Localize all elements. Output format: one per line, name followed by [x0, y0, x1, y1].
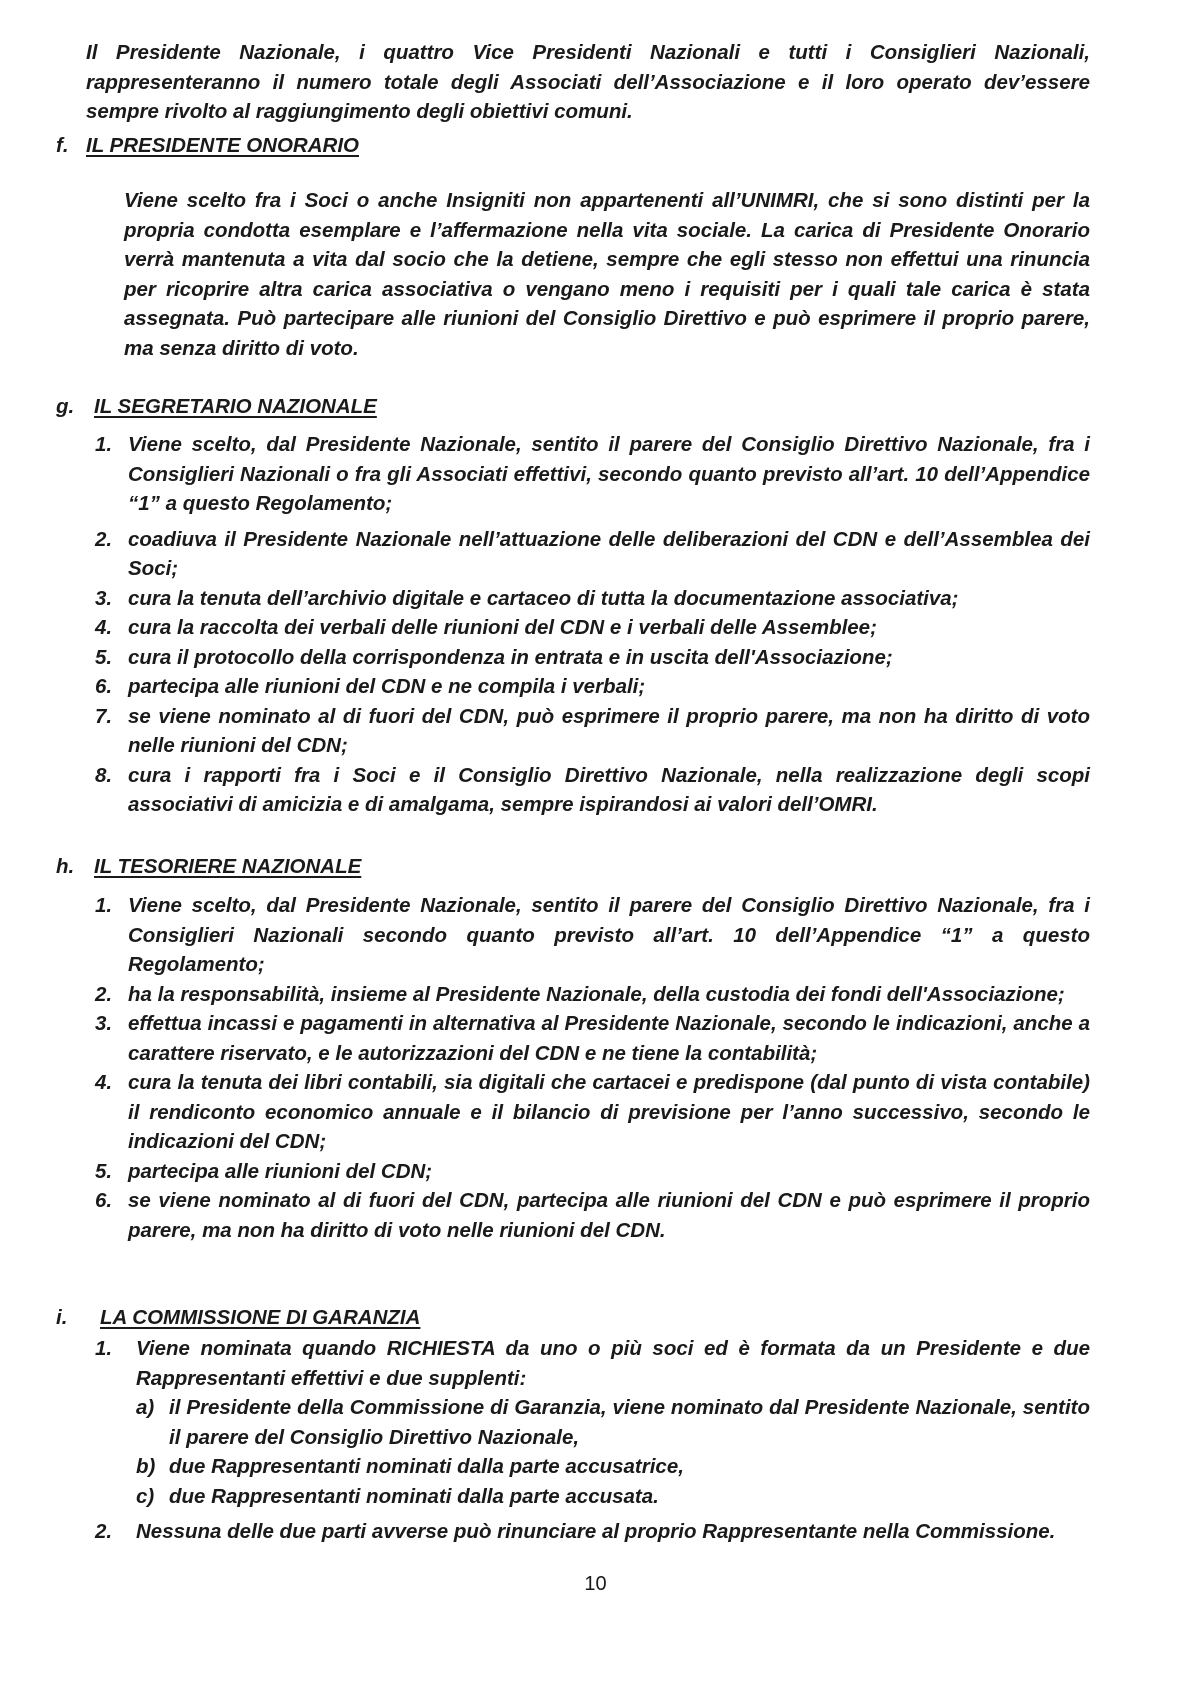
item-text: cura i rapporti fra i Soci e il Consiglio Direttivo Nazionale, nella realizzazione degli scopi associativi di amicizia e di amalgama, sempre ispirandosi ai valori dell’OMRI. — [128, 763, 1090, 816]
sub-item-letter: b) — [136, 1455, 156, 1478]
section-letter: i. — [56, 1306, 68, 1329]
list-item — [95, 1517, 1090, 1547]
item-number: 2. — [95, 1520, 113, 1543]
list-item — [95, 1334, 1090, 1511]
item-number: 1. — [95, 894, 113, 917]
list-item — [95, 430, 1090, 519]
sub-item-text: il Presidente della Commissione di Garanzia, viene nominato dal Presidente Nazionale, sentito il parere del Consiglio Direttivo Nazionale, — [169, 1396, 1090, 1449]
item-number: 2. — [95, 527, 113, 551]
item-text: cura la tenuta dei libri contabili, sia digitali che cartacei e predispone (dal punto di vista contabile) il rendiconto economico annuale e il bilancio di previsione per l’anno successivo, secondo le indicazioni del CDN; — [128, 1071, 1090, 1153]
item-number: 1. — [95, 1337, 113, 1360]
item-text: cura la raccolta dei verbali delle riunioni del CDN e i verbali delle Assemblee; — [128, 616, 877, 639]
section-tesoriere-nazionale — [56, 852, 1090, 882]
list-item — [95, 584, 1090, 614]
sub-list-item — [136, 1393, 1090, 1452]
section-heading — [56, 852, 1090, 882]
item-text: cura il protocollo della corrispondenza in entrata e in uscita dell'Associazione; — [128, 645, 893, 669]
item-number: 5. — [95, 1159, 113, 1183]
sub-list-item — [136, 1482, 1090, 1512]
list-item — [95, 525, 1090, 584]
section-f-paragraph: Viene scelto fra i Soci o anche Insigniti non appartenenti all’UNIMRI, che si sono distinti per la propria condotta esemplare e l’affermazione nella vita sociale. La carica di Presidente Onorario verrà mantenuta a vita dal socio che la detiene, sempre che egli stesso non effettui una rinuncia per ricoprire altra carica associativa o vengano meno i requisiti per i quali tale carica è stata assegnata. Può partecipare alle riunioni del Consiglio Direttivo e può esprimere il proprio parere, ma senza diritto di voto. — [124, 189, 1090, 360]
section-heading — [56, 131, 1090, 161]
section-segretario-nazionale — [56, 392, 1090, 422]
list-item — [95, 643, 1090, 673]
item-number: 3. — [95, 586, 113, 610]
item-text: partecipa alle riunioni del CDN; — [128, 1159, 433, 1183]
item-text: effettua incassi e pagamenti in alternativa al Presidente Nazionale, secondo le indicazioni, anche a carattere riservato, e le autorizzazioni del CDN e ne tiene la contabilità; — [128, 1012, 1090, 1065]
section-h-list — [95, 891, 1090, 1245]
item-number: 4. — [95, 616, 113, 639]
sub-list — [136, 1393, 1090, 1511]
section-letter: f. — [56, 134, 69, 157]
section-title: IL PRESIDENTE ONORARIO — [86, 134, 359, 157]
list-item — [95, 980, 1090, 1010]
list-item — [95, 891, 1090, 980]
item-text: Viene scelto, dal Presidente Nazionale, sentito il parere del Consiglio Direttivo Nazionale, fra i Consiglieri Nazionali secondo quanto previsto all’art. 10 dell’Appendice “1” a questo Regolamento; — [128, 894, 1090, 976]
section-i-list — [95, 1334, 1090, 1547]
section-letter: h. — [56, 855, 75, 878]
item-text: coadiuva il Presidente Nazionale nell’attuazione delle deliberazioni del CDN e dell’Assemblea dei Soci; — [128, 527, 1090, 580]
item-text: cura la tenuta dell’archivio digitale e cartaceo di tutta la documentazione associativa; — [128, 586, 959, 610]
intro-paragraph: Il Presidente Nazionale, i quattro Vice Presidenti Nazionali e tutti i Consiglieri Nazionali, rappresenteranno il numero totale degli Associati dell’Associazione e il loro operato dev’essere sempre rivolto al raggiungimento degli obiettivi comuni. — [86, 41, 1090, 123]
section-letter: g. — [56, 395, 75, 418]
section-presidente-onorario — [56, 131, 1090, 161]
sub-item-letter: a) — [136, 1396, 155, 1419]
item-text: ha la responsabilità, insieme al Presidente Nazionale, della custodia dei fondi dell'Associazione; — [128, 982, 1065, 1006]
section-title: IL TESORIERE NAZIONALE — [94, 855, 362, 878]
item-number: 6. — [95, 675, 113, 698]
list-item — [95, 1157, 1090, 1187]
section-title: LA COMMISSIONE DI GARANZIA — [100, 1306, 421, 1329]
item-number: 2. — [95, 982, 113, 1006]
item-number: 4. — [95, 1071, 113, 1094]
list-item — [95, 613, 1090, 643]
list-item — [95, 1009, 1090, 1068]
list-item — [95, 1068, 1090, 1157]
item-number: 5. — [95, 645, 113, 669]
item-text: Nessuna delle due parti avverse può rinunciare al proprio Rappresentante nella Commissione. — [136, 1520, 1056, 1543]
list-item — [95, 761, 1090, 820]
sub-item-text: due Rappresentanti nominati dalla parte accusata. — [169, 1484, 659, 1508]
sub-list-item — [136, 1452, 1090, 1482]
sub-item-text: due Rappresentanti nominati dalla parte accusatrice, — [169, 1455, 684, 1478]
item-text: se viene nominato al di fuori del CDN, può esprimere il proprio parere, ma non ha diritto di voto nelle riunioni del CDN; — [128, 704, 1090, 757]
item-number: 3. — [95, 1012, 113, 1035]
section-heading — [56, 1303, 1090, 1333]
section-commissione-garanzia — [56, 1303, 1090, 1333]
item-text: Viene nominata quando RICHIESTA da uno o più soci ed è formata da un Presidente e due Rappresentanti effettivi e due supplenti: — [136, 1337, 1090, 1390]
item-number: 7. — [95, 704, 113, 728]
section-g-list — [95, 430, 1090, 820]
list-item — [95, 672, 1090, 702]
section-title: IL SEGRETARIO NAZIONALE — [94, 395, 377, 418]
item-number: 6. — [95, 1189, 113, 1212]
item-text: Viene scelto, dal Presidente Nazionale, sentito il parere del Consiglio Direttivo Nazionale, fra i Consiglieri Nazionali o fra gli Associati effettivi, secondo quanto previsto all’art. 10 dell’Appendice “1” a questo Regolamento; — [128, 433, 1090, 515]
item-text: se viene nominato al di fuori del CDN, partecipa alle riunioni del CDN e può esprimere il proprio parere, ma non ha diritto di voto nelle riunioni del CDN. — [128, 1189, 1090, 1242]
item-text: partecipa alle riunioni del CDN e ne compila i verbali; — [128, 675, 646, 698]
page-number: 10 — [584, 1573, 607, 1595]
list-item — [95, 702, 1090, 761]
item-number: 8. — [95, 763, 113, 787]
list-item — [95, 1186, 1090, 1245]
sub-item-letter: c) — [136, 1484, 155, 1508]
section-heading — [56, 392, 1090, 422]
item-number: 1. — [95, 433, 113, 456]
